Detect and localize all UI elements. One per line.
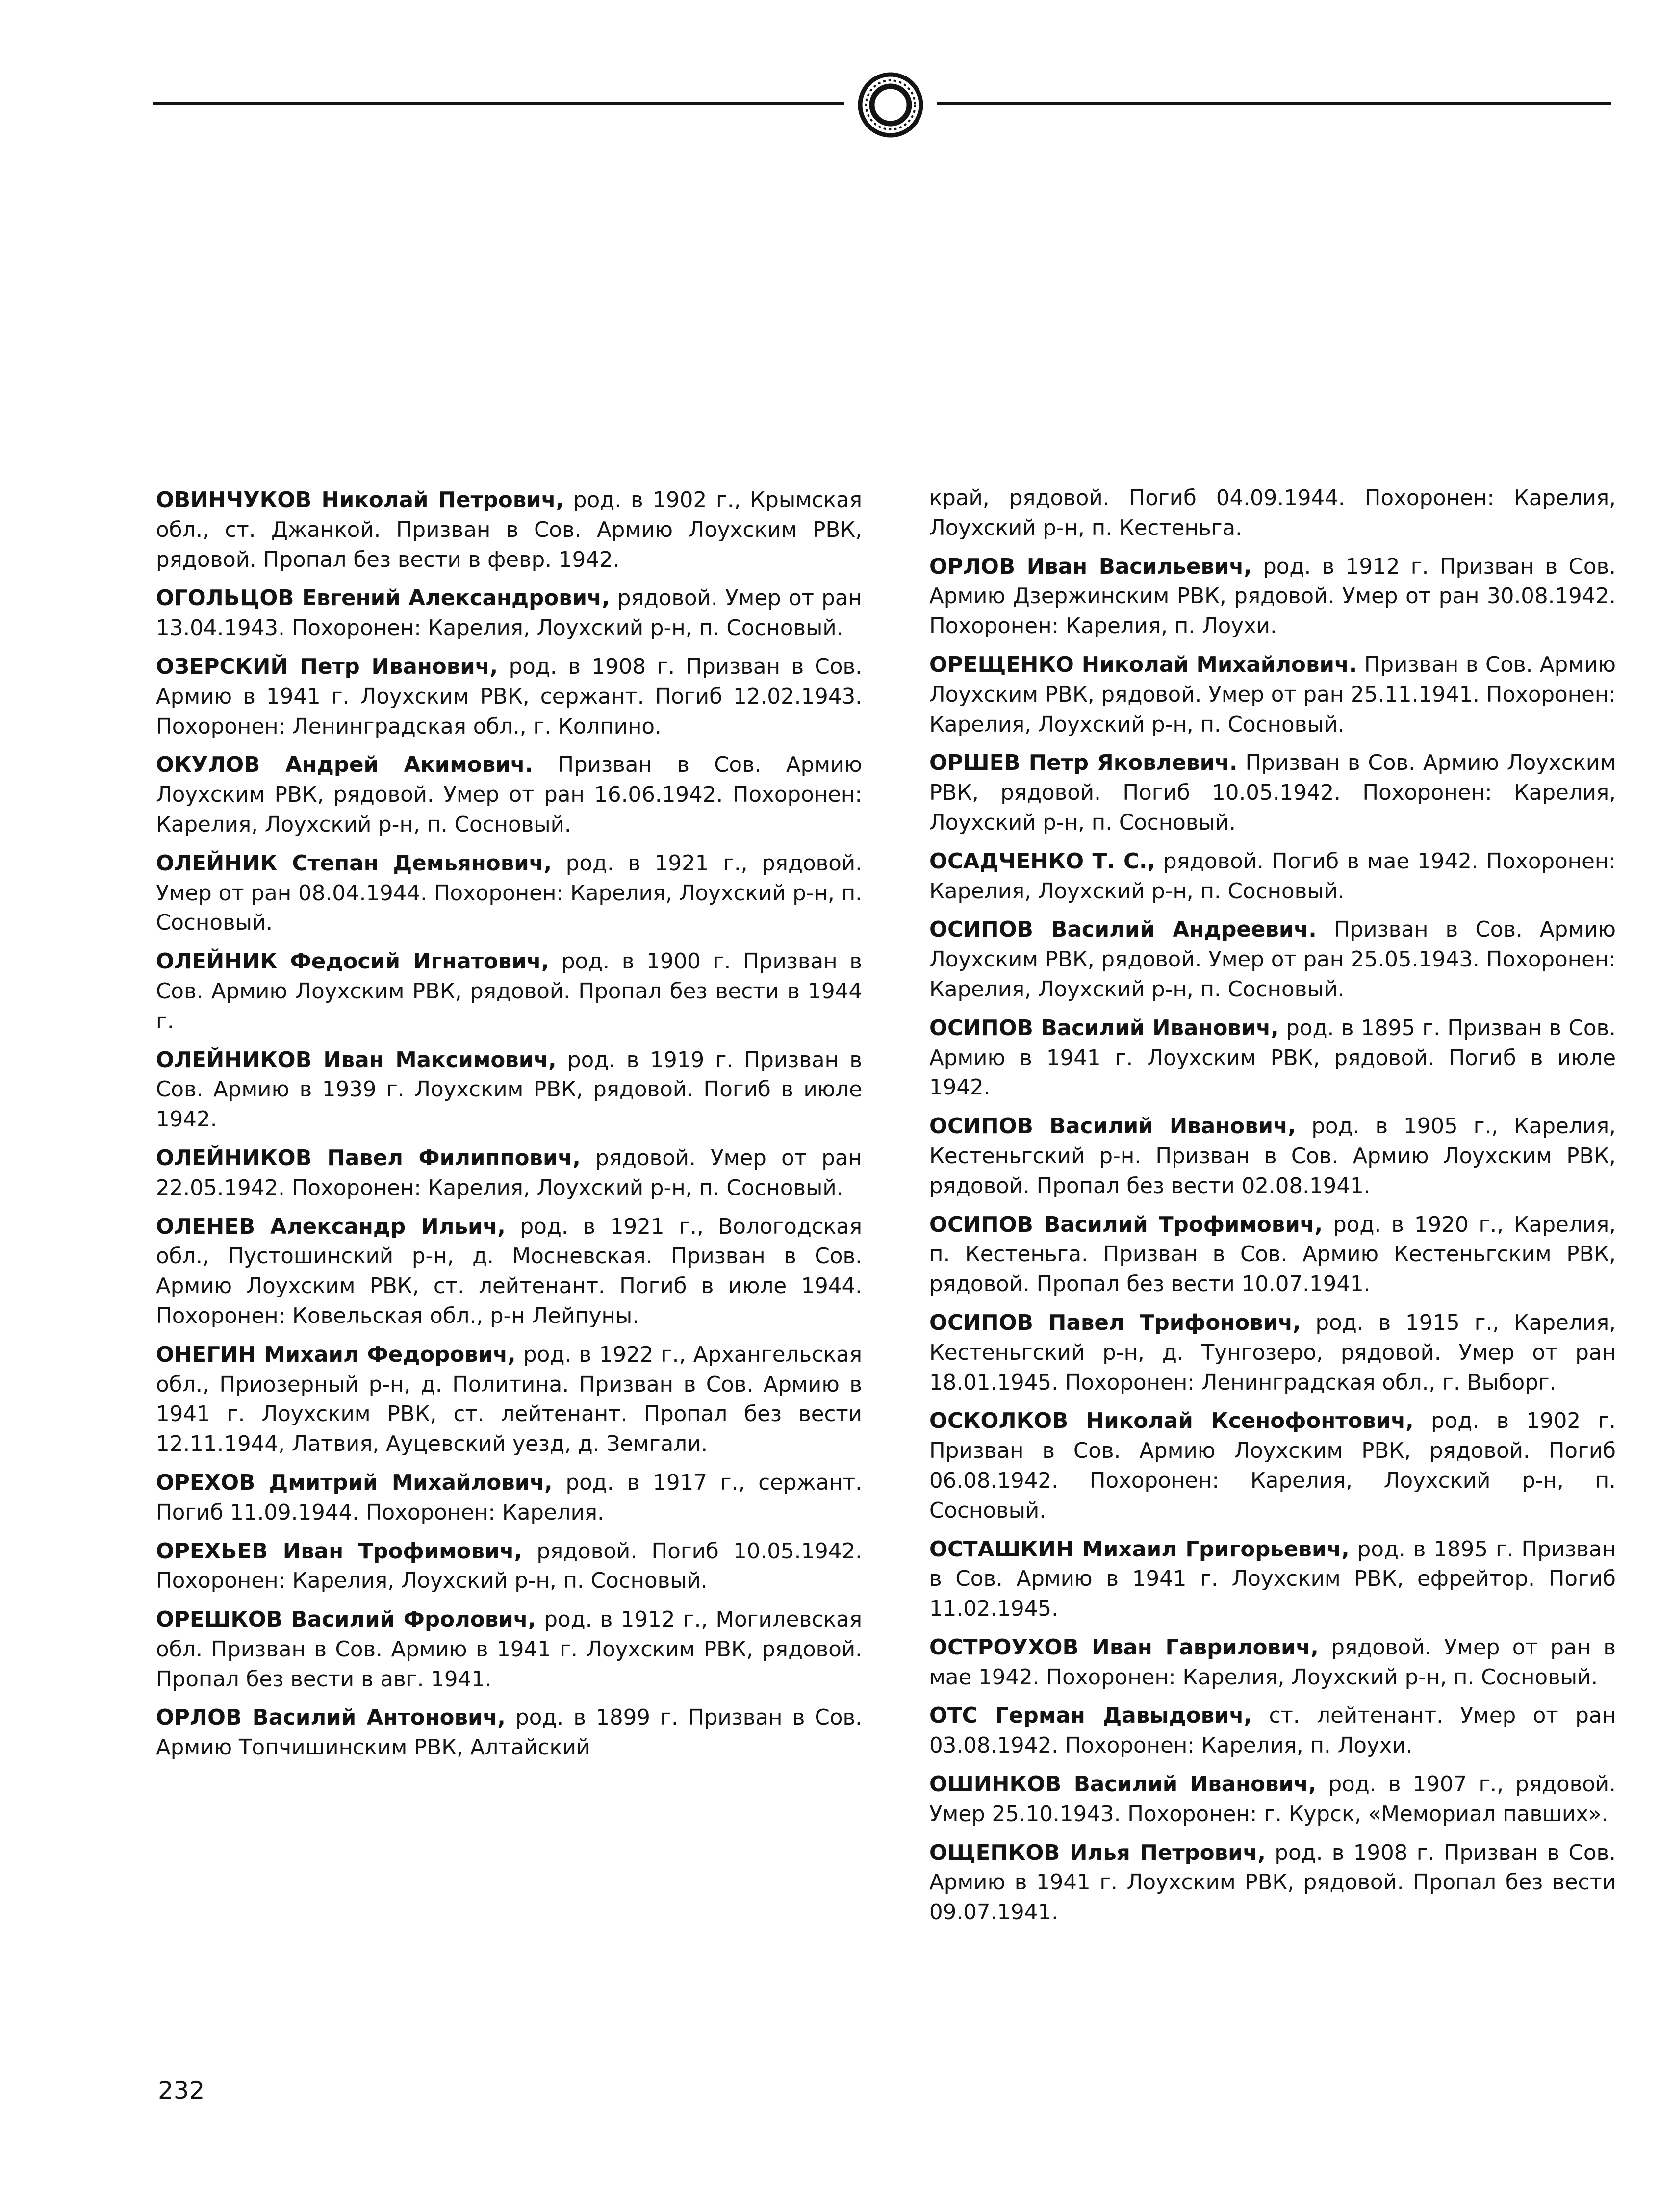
entry bbox=[929, 1633, 1616, 1693]
entry-name: ОНЕГИН Михаил Федорович, bbox=[156, 1342, 516, 1367]
entry bbox=[929, 1308, 1616, 1398]
entry-text: род. в 1895 г. Призван в Сов. Армию в 1941 г. Лоухским РВК, ефрейтор. Погиб 11.02.1945. bbox=[929, 1537, 1616, 1622]
entry-name: ОСИПОВ Василий Иванович, bbox=[929, 1114, 1296, 1139]
entry-text: род. в 1902 г. Призван в Сов. Армию Лоухским РВК, рядовой. Погиб 06.08.1942. Похоронен: Карелия, Лоухский р-н, п. Сосновый. bbox=[929, 1409, 1616, 1523]
entry-name: ОСИПОВ Павел Трифонович, bbox=[929, 1310, 1301, 1335]
entry-name: ОСИПОВ Василий Иванович, bbox=[929, 1016, 1279, 1041]
entry bbox=[929, 552, 1616, 641]
entry-text: Призван в Сов. Армию Лоухским РВК, рядовой. Умер от ран 25.11.1941. Похоронен: Карелия, Лоухский р-н, п. Сосновый. bbox=[929, 652, 1616, 737]
entry-name: ОРШЕВ Петр Яковлевич. bbox=[929, 751, 1238, 776]
entry-name: ОЛЕЙНИКОВ Павел Филиппович, bbox=[156, 1145, 581, 1170]
entry-text: род. в 1919 г. Призван в Сов. Армию в 1939 г. Лоухским РВК, рядовой. Погиб в июле 1942. bbox=[156, 1047, 862, 1132]
left-column bbox=[156, 485, 862, 1772]
entry bbox=[156, 485, 862, 575]
entry-name: ОТС Герман Давыдович, bbox=[929, 1703, 1252, 1729]
entry-text: род. в 1912 г., Могилевская обл. Призван в Сов. Армию в 1941 г. Лоухским РВК, рядовой. Пропал без вести в авг. 1941. bbox=[156, 1607, 862, 1692]
entry-name: ОРЛОВ Иван Васильевич, bbox=[929, 554, 1252, 579]
entry bbox=[156, 1212, 862, 1331]
entry bbox=[929, 650, 1616, 739]
entry-text: рядовой. Умер от ран в мае 1942. Похоронен: Карелия, Лоухский р-н, п. Сосновый. bbox=[929, 1635, 1616, 1690]
entry-text: род. в 1915 г., Карелия, Кестеньгский р-н, д. Тунгозеро, рядовой. Умер от ран 18.01.1945. Похоронен: Ленинградская обл., г. Выборг. bbox=[929, 1310, 1616, 1395]
entry-text: род. в 1908 г. Призван в Сов. Армию в 1941 г. Лоухским РВК, рядовой. Пропал без вести 09.07.1941. bbox=[929, 1840, 1616, 1925]
entry-text: рядовой. Погиб в мае 1942. Похоронен: Карелия, Лоухский р-н, п. Сосновый. bbox=[929, 849, 1616, 904]
entry-text: Призван в Сов. Армию Лоухским РВК, рядовой. Умер от ран 25.05.1943. Похоронен: Карелия, Лоухский р-н, п. Сосновый. bbox=[929, 917, 1616, 1002]
entry-text: род. в 1922 г., Архангельская обл., Приозерный р-н, д. Политина. Призван в Сов. Армию в 1941 г. Лоухским РВК, ст. лейтенант. Пропал без вести 12.11.1944, Латвия, Ауцевский уезд, д. Земгали. bbox=[156, 1342, 863, 1457]
entry bbox=[156, 584, 862, 643]
entry-name: ОРЛОВ Василий Антонович, bbox=[156, 1705, 506, 1730]
entry bbox=[929, 1014, 1616, 1103]
entry bbox=[929, 1210, 1616, 1299]
entry-text: рядовой. Умер от ран 13.04.1943. Похоронен: Карелия, Лоухский р-н, п. Сосновый. bbox=[156, 586, 863, 641]
entry-continuation: край, рядовой. Погиб 04.09.1944. Похоронен: Карелия, Лоухский р-н, п. Кестеньга. bbox=[929, 486, 1616, 540]
header-rule-left bbox=[153, 102, 844, 105]
entry-name: ОКУЛОВ Андрей Акимович. bbox=[156, 753, 534, 778]
entry bbox=[929, 847, 1616, 907]
entry bbox=[156, 1703, 862, 1763]
entry-name: ОЛЕЙНИКОВ Иван Максимович, bbox=[156, 1047, 557, 1072]
entry-name: ОСИПОВ Василий Трофимович, bbox=[929, 1212, 1323, 1237]
entry-name: ОСТАШКИН Михаил Григорьевич, bbox=[929, 1537, 1350, 1562]
entry-text: рядовой. Умер от ран 22.05.1942. Похоронен: Карелия, Лоухский р-н, п. Сосновый. bbox=[156, 1145, 862, 1200]
entry-text: род. в 1920 г., Карелия, п. Кестеньга. Призван в Сов. Армию Кестеньгским РВК, рядовой. Пропал без вести 10.07.1941. bbox=[929, 1212, 1616, 1297]
entry-text: род. в 1921 г., рядовой. Умер от ран 08.04.1944. Похоронен: Карелия, Лоухский р-н, п. Сосновый. bbox=[156, 851, 863, 936]
entry bbox=[929, 1701, 1616, 1761]
entry-name: ОСКОЛКОВ Николай Ксенофонтович, bbox=[929, 1409, 1414, 1434]
entry-name: ОРЕШКОВ Василий Фролович, bbox=[156, 1607, 536, 1632]
entry-name: ОЗЕРСКИЙ Петр Иванович, bbox=[156, 654, 498, 679]
entry-name: ОРЕЩЕНКО Николай Михайлович. bbox=[929, 652, 1357, 677]
entry bbox=[156, 1045, 862, 1135]
entry-text: род. в 1908 г. Призван в Сов. Армию в 1941 г. Лоухским РВК, сержант. Погиб 12.02.1943. Похоронен: Ленинградская обл., г. Колпино. bbox=[156, 654, 862, 739]
entry bbox=[156, 652, 862, 741]
entry bbox=[929, 1770, 1616, 1830]
header-rule-right bbox=[937, 102, 1611, 105]
right-column bbox=[929, 485, 1616, 1936]
entry-name: ОГОЛЬЦОВ Евгений Александрович, bbox=[156, 586, 610, 611]
entry bbox=[929, 1112, 1616, 1201]
entry bbox=[929, 1838, 1616, 1928]
entry bbox=[156, 849, 862, 938]
entry-name: ОСАДЧЕНКО Т. С., bbox=[929, 849, 1156, 874]
entry bbox=[156, 1537, 862, 1597]
entry bbox=[156, 1605, 862, 1694]
entry-name: ОЛЕЙНИК Федосий Игнатович, bbox=[156, 949, 550, 974]
entry-text: род. в 1905 г., Карелия, Кестеньгский р-н. Призван в Сов. Армию Лоухским РВК, рядовой. Пропал без вести 02.08.1941. bbox=[929, 1114, 1616, 1198]
entry-name: ОРЕХЬЕВ Иван Трофимович, bbox=[156, 1539, 522, 1564]
entry bbox=[156, 750, 862, 839]
entry-text: ст. лейтенант. Умер от ран 03.08.1942. Похоронен: Карелия, п. Лоухи. bbox=[929, 1703, 1616, 1758]
entry-text: род. в 1917 г., сержант. Погиб 11.09.1944. Похоронен: Карелия. bbox=[156, 1470, 862, 1525]
entry-text: род. в 1900 г. Призван в Сов. Армию Лоухским РВК, рядовой. Пропал без вести в 1944 г. bbox=[156, 949, 862, 1034]
entry-name: ОЩЕПКОВ Илья Петрович, bbox=[929, 1840, 1266, 1865]
entry bbox=[929, 915, 1616, 1004]
entry bbox=[156, 1340, 862, 1459]
entry-text: род. в 1902 г., Крымская обл., ст. Джанкой. Призван в Сов. Армию Лоухским РВК, рядовой. Пропал без вести в февр. 1942. bbox=[156, 488, 862, 572]
entry-text: род. в 1895 г. Призван в Сов. Армию в 1941 г. Лоухским РВК, рядовой. Погиб в июле 1942. bbox=[929, 1016, 1616, 1100]
entry bbox=[929, 1535, 1616, 1624]
entry bbox=[156, 947, 862, 1036]
entry-text: род. в 1907 г., рядовой. Умер 25.10.1943. Похоронен: г. Курск, «Мемориал павших». bbox=[929, 1772, 1616, 1827]
entry-name: ОШИНКОВ Василий Иванович, bbox=[929, 1772, 1317, 1797]
entry-text: род. в 1912 г. Призван в Сов. Армию Дзержинским РВК, рядовой. Умер от ран 30.08.1942. Похоронен: Карелия, п. Лоухи. bbox=[929, 554, 1616, 639]
entry-name: ОЛЕНЕВ Александр Ильич, bbox=[156, 1214, 506, 1239]
entry-text: рядовой. Погиб 10.05.1942. Похоронен: Карелия, Лоухский р-н, п. Сосновый. bbox=[156, 1539, 862, 1594]
circle-ornament-icon bbox=[842, 71, 940, 139]
entry-name: ОВИНЧУКОВ Николай Петрович, bbox=[156, 488, 564, 512]
entry bbox=[156, 1144, 862, 1203]
entry-text: род. в 1899 г. Призван в Сов. Армию Топчишинским РВК, Алтайский bbox=[156, 1705, 862, 1760]
entry bbox=[929, 748, 1616, 838]
entry-name: ОСИПОВ Василий Андреевич. bbox=[929, 917, 1317, 942]
entry bbox=[929, 1406, 1616, 1526]
entry-text: Призван в Сов. Армию Лоухским РВК, рядовой. Погиб 10.05.1942. Похоронен: Карелия, Лоухский р-н, п. Сосновый. bbox=[929, 751, 1616, 835]
entry-name: ОЛЕЙНИК Степан Демьянович, bbox=[156, 851, 552, 876]
entry bbox=[156, 1468, 862, 1528]
page-number: 232 bbox=[158, 2076, 205, 2105]
entry-text: род. в 1921 г., Вологодская обл., Пустошинский р-н, д. Мосневская. Призван в Сов. Армию Лоухским РВК, ст. лейтенант. Погиб в июле 1944. Похоронен: Ковельская обл., р-н Лейпуны. bbox=[156, 1214, 862, 1328]
entry-text: Призван в Сов. Армию Лоухским РВК, рядовой. Умер от ран 16.06.1942. Похоронен: Карелия, Лоухский р-н, п. Сосновый. bbox=[156, 753, 862, 837]
entry-name: ОРЕХОВ Дмитрий Михайлович, bbox=[156, 1470, 553, 1495]
entry-name: ОСТРОУХОВ Иван Гаврилович, bbox=[929, 1635, 1319, 1660]
